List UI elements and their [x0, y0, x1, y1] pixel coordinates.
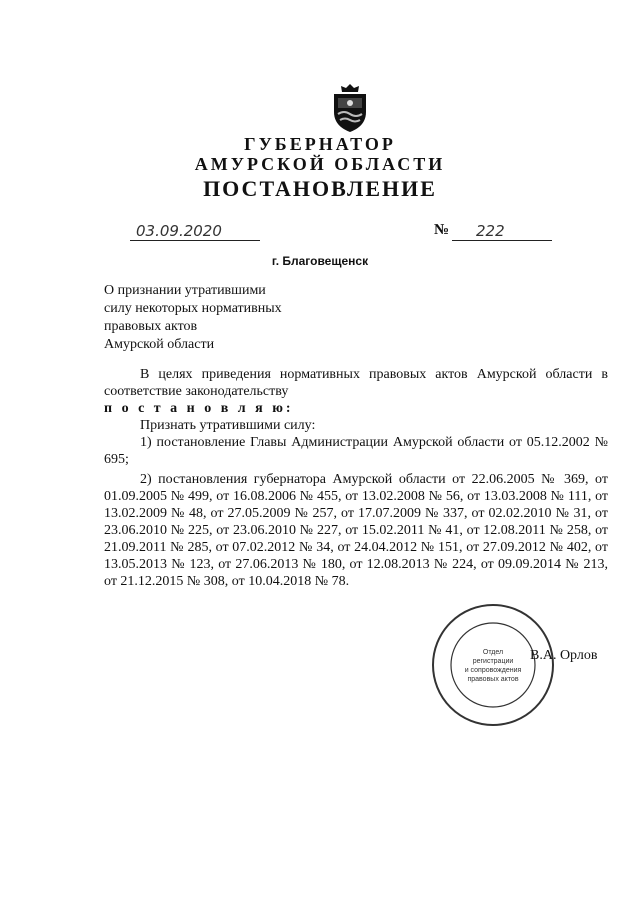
subject-block: [104, 282, 282, 354]
date-handwritten: 03.09.2020: [136, 222, 222, 240]
item-intro: Признать утратившими силу:: [140, 418, 316, 433]
number-handwritten: 222: [476, 222, 505, 240]
subject-line: правовых актов: [104, 319, 198, 334]
stamp-line: Отдел: [482, 649, 504, 656]
stamp-inner-text: [460, 648, 526, 684]
header-region: АМУРСКОЙ ОБЛАСТИ: [194, 154, 446, 174]
decree-word: п о с т а н о в л я ю:: [104, 401, 294, 416]
subject-line: Амурской области: [104, 337, 215, 352]
document-type-title: ПОСТАНОВЛЕНИЕ: [203, 176, 437, 201]
subject-line: силу некоторых нормативных: [104, 301, 282, 316]
stamp-line: правовых актов: [467, 676, 519, 683]
body-text: [104, 366, 608, 590]
city-line: г. Благовещенск: [271, 254, 369, 268]
number-field: [452, 222, 552, 241]
header-governor: ГУБЕРНАТОР: [244, 134, 396, 154]
subject-line: О признании утратившими: [104, 283, 266, 298]
stamp-line: регистрации: [472, 658, 514, 665]
item-2: 2) постановления губернатора Амурской области от 22.06.2005 № 369, от 01.09.2005 № 499, от 16.08.2006 № 455, от 13.02.2008 № 56, от 13.03.2008 № 111, от 13.02.2009 № 48, от 27.05.2009 № 257, от 17.07.2009 № 337, от 02.02.2010 № 31, от 23.06.2010 № 225, от 23.06.2010 № 227, от 15.02.2011 № 41, от 12.08.2011 № 258, от 21.09.2011 № 285, от 07.02.2012 № 34, от 24.04.2012 № 151, от 27.09.2012 № 402, от 13.05.2013 № 123, от 27.06.2013 № 180, от 12.08.2013 № 224, от 09.09.2014 № 213, от 21.12.2015 № 308, от 10.04.2018 № 78.: [104, 472, 608, 589]
date-field: [130, 222, 260, 241]
stamp-line: и сопровождения: [464, 667, 522, 674]
item-1: 1) постановление Главы Администрации Амурской области от 05.12.2002 № 695;: [104, 435, 608, 467]
intro-paragraph: В целях приведения нормативных правовых актов Амурской области в соответствие законодательству: [104, 367, 608, 399]
coat-of-arms-emblem: [328, 82, 372, 134]
number-label: №: [434, 222, 450, 238]
signature-name: В.А. Орлов: [530, 648, 598, 663]
